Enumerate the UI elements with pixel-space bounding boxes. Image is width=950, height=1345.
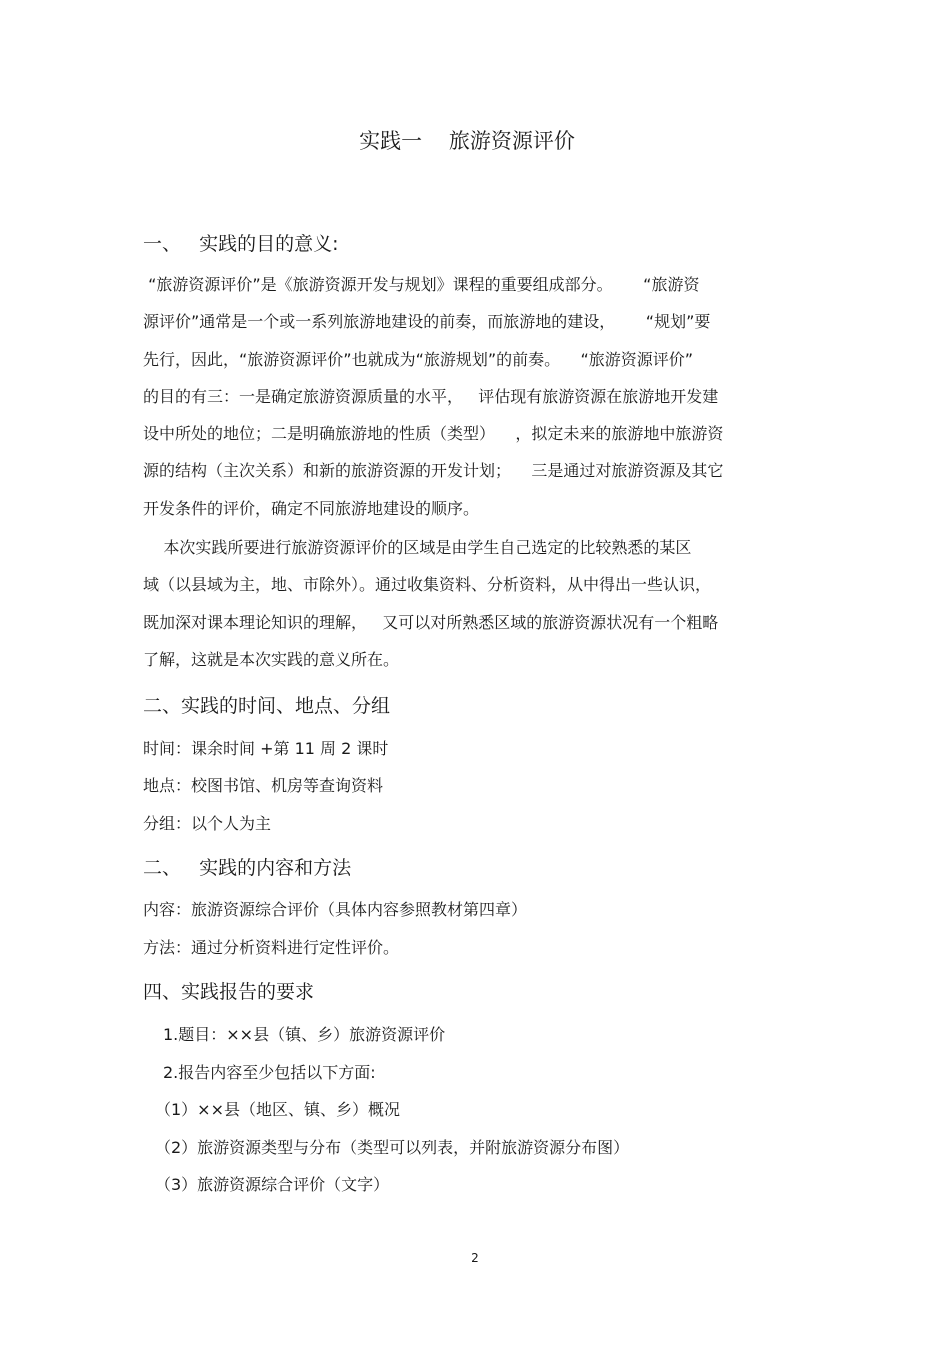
schedule-place: 地点：校图书馆、机房等查询资料 [143, 776, 384, 795]
paragraph-line: 既加深对课本理论知识的理解， 又可以对所熟悉区域的旅游资源状况有一个粗略 [143, 612, 719, 632]
paragraph-line: 源的结构（主次关系）和新的旅游资源的开发计划； 三是通过对旅游资源及其它 [143, 461, 724, 481]
paragraph-line: 源评价”通常是一个或一系列旅游地建设的前奏，而旅游地的建设， “规划”要 [143, 312, 711, 332]
paragraph-line: 设中所处的地位；二是明确旅游地的性质（类型） ，拟定未来的旅游地中旅游资 [143, 424, 724, 444]
paragraph-line: 了解，这就是本次实践的意义所在。 [143, 649, 400, 669]
report-item: （3）旅游资源综合评价（文字） [155, 1175, 390, 1194]
paragraph-line: “旅游资源评价”是《旅游资源开发与规划》课程的重要组成部分。 “旅游资 [143, 275, 700, 294]
section-heading-schedule: 二、实践的时间、地点、分组 [143, 695, 391, 717]
report-item: 2.报告内容至少包括以下方面: [163, 1063, 376, 1082]
paragraph-line: 本次实践所要进行旅游资源评价的区域是由学生自己选定的比较熟悉的某区 [143, 538, 692, 557]
method-text: 方法：通过分析资料进行定性评价。 [143, 938, 400, 957]
content-text: 内容：旅游资源综合评价（具体内容参照教材第四章） [143, 900, 528, 919]
paragraph-line: 的目的有三：一是确定旅游资源质量的水平， 评估现有旅游资源在旅游地开发建 [143, 386, 719, 406]
page-title: 实践一 旅游资源评价 [359, 129, 575, 153]
report-item: （2）旅游资源类型与分布（类型可以列表，并附旅游资源分布图） [155, 1138, 630, 1157]
section-heading-report: 四、实践报告的要求 [143, 981, 315, 1003]
page-number: 2 [471, 1251, 479, 1265]
report-item: （1）××县（地区、镇、乡）概况 [155, 1100, 400, 1119]
section-heading-content: 二、 实践的内容和方法 [143, 857, 352, 879]
report-item: 1.题目：××县（镇、乡）旅游资源评价 [163, 1025, 446, 1044]
purpose-paragraph-1 [143, 266, 803, 527]
section-heading-purpose: 一、 实践的目的意义: [143, 233, 339, 255]
schedule-time: 时间：课余时间 +第 11 周 2 课时 [143, 739, 389, 758]
schedule-group: 分组：以个人为主 [143, 814, 272, 833]
purpose-paragraph-2 [143, 529, 803, 678]
paragraph-line: 先行，因此，“旅游资源评价”也就成为“旅游规划”的前奏。 “旅游资源评价” [143, 349, 694, 369]
paragraph-line: 开发条件的评价，确定不同旅游地建设的顺序。 [143, 498, 480, 518]
paragraph-line: 域（以县域为主，地、市除外）。通过收集资料、分析资料，从中得出一些认识， [143, 575, 712, 595]
